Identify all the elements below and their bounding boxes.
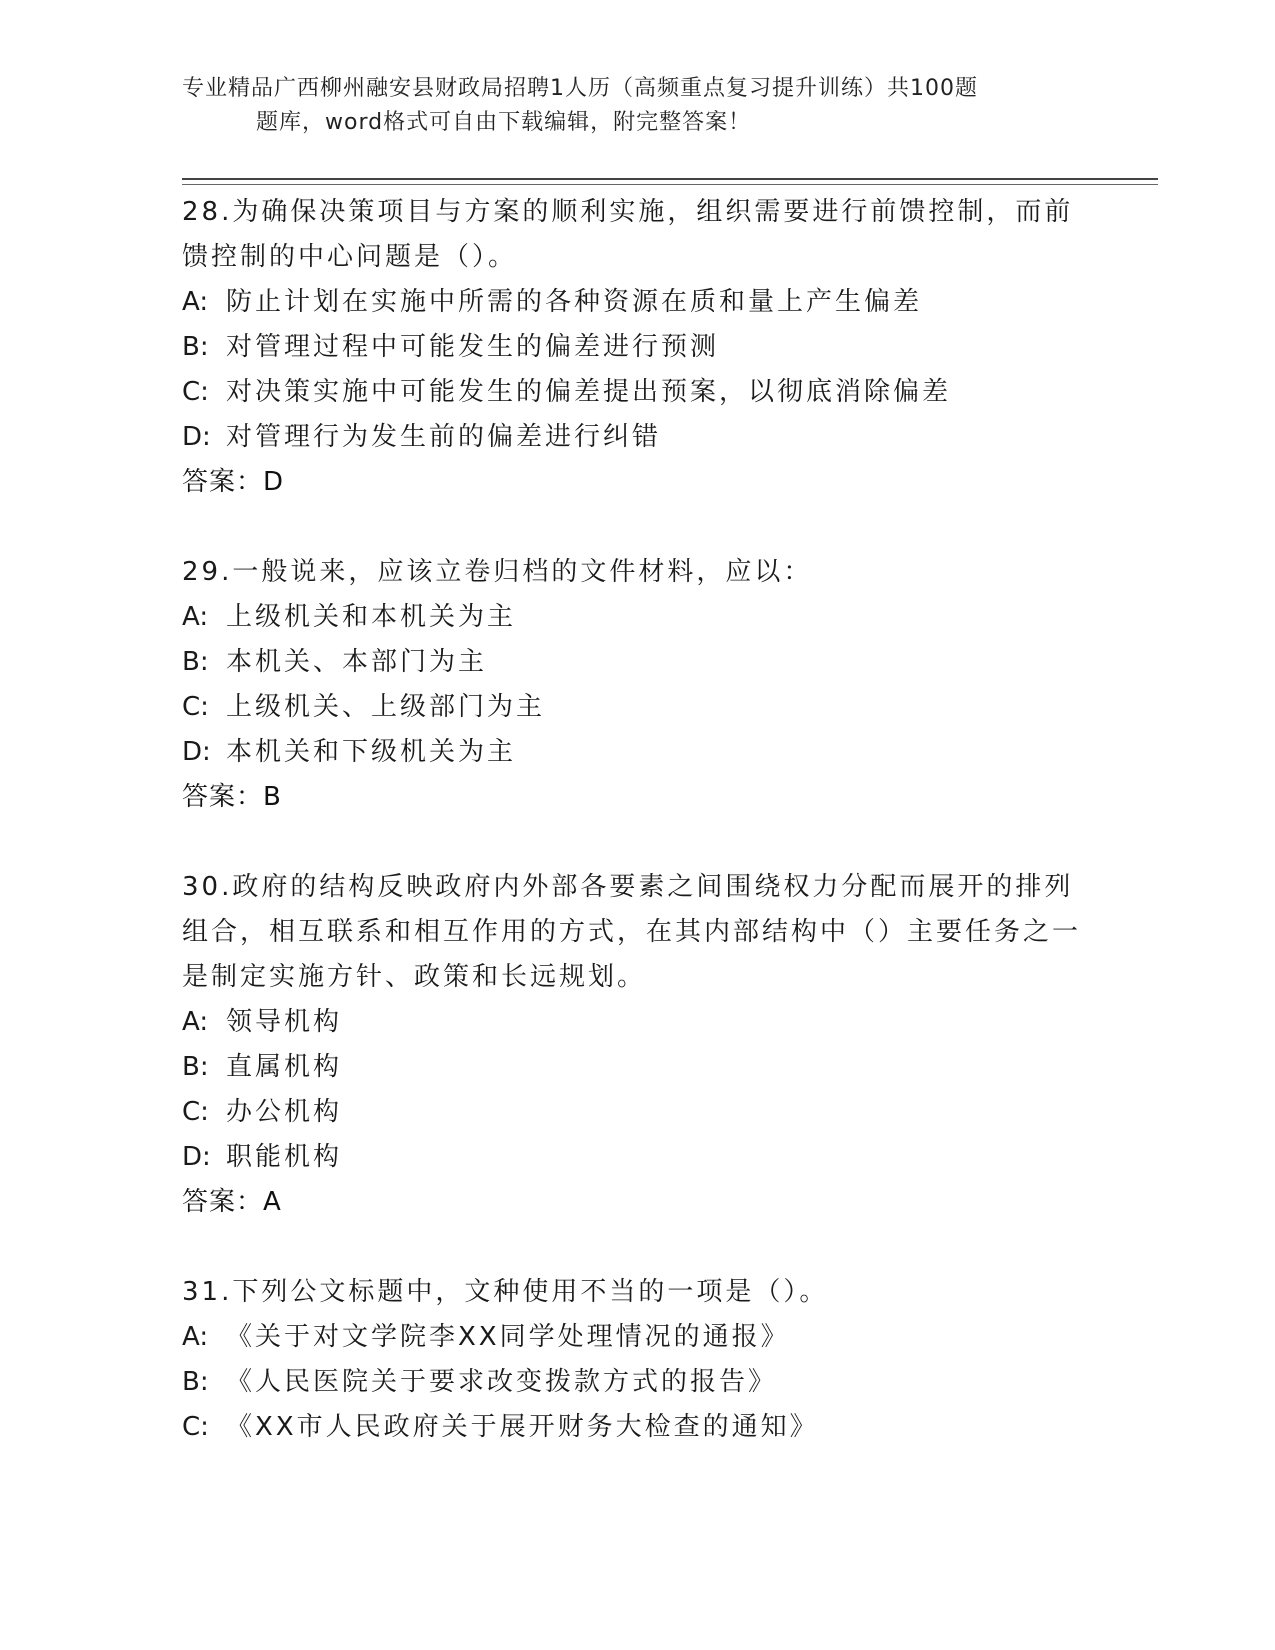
option-text: 上级机关、上级部门为主 [226, 692, 546, 722]
option-text: 《XX市人民政府关于展开财务大检查的通知》 [226, 1412, 819, 1442]
option-text: 对决策实施中可能发生的偏差提出预案，以彻底消除偏差 [226, 377, 952, 407]
page-header [182, 72, 1062, 140]
option-d [182, 1135, 1082, 1180]
option-letter: A: [182, 287, 209, 317]
option-b [182, 1360, 1082, 1405]
option-text: 本机关、本部门为主 [226, 647, 488, 677]
option-text: 对管理行为发生前的偏差进行纠错 [226, 422, 662, 452]
question-text: 30.政府的结构反映政府内外部各要素之间围绕权力分配而展开的排列组合，相互联系和相互作用的方式，在其内部结构中（）主要任务之一是制定实施方针、政策和长远规划。 [182, 872, 1082, 992]
option-letter: C: [182, 377, 209, 407]
option-text: 领导机构 [226, 1007, 343, 1037]
answer-line: 答案：A [182, 1187, 282, 1217]
question-30 [182, 865, 1082, 1225]
option-text: 《关于对文学院李XX同学处理情况的通报》 [226, 1322, 790, 1352]
question-text: 28.为确保决策项目与方案的顺利实施，组织需要进行前馈控制，而前馈控制的中心问题是（）。 [182, 197, 1074, 272]
question-29 [182, 550, 1082, 820]
option-letter: C: [182, 1097, 209, 1127]
option-text: 防止计划在实施中所需的各种资源在质和量上产生偏差 [226, 287, 923, 317]
option-d [182, 730, 1082, 775]
header-title-line-1: 专业精品广西柳州融安县财政局招聘1人历（高频重点复习提升训练）共100题 [182, 76, 978, 101]
option-c [182, 370, 1082, 415]
option-letter: D: [182, 422, 211, 452]
option-c [182, 1405, 1082, 1450]
option-c [182, 1090, 1082, 1135]
option-text: 对管理过程中可能发生的偏差进行预测 [226, 332, 720, 362]
option-text: 办公机构 [226, 1097, 343, 1127]
option-a [182, 1000, 1082, 1045]
option-letter: C: [182, 1412, 209, 1442]
option-text: 上级机关和本机关为主 [226, 602, 517, 632]
option-text: 职能机构 [226, 1142, 343, 1172]
option-text: 本机关和下级机关为主 [226, 737, 517, 767]
option-b [182, 325, 1082, 370]
option-text: 《人民医院关于要求改变拨款方式的报告》 [226, 1367, 778, 1397]
option-letter: A: [182, 602, 209, 632]
option-c [182, 685, 1082, 730]
header-divider-thin [182, 184, 1158, 185]
option-letter: B: [182, 647, 209, 677]
option-d [182, 415, 1082, 460]
header-title-line-2: 题库，word格式可自由下载编辑，附完整答案！ [256, 110, 752, 135]
option-letter: B: [182, 1052, 209, 1082]
option-text: 直属机构 [226, 1052, 343, 1082]
option-letter: B: [182, 332, 209, 362]
question-31 [182, 1270, 1082, 1450]
option-letter: D: [182, 1142, 211, 1172]
option-b [182, 640, 1082, 685]
answer-line: 答案：D [182, 467, 285, 497]
option-letter: D: [182, 737, 211, 767]
header-divider-thick [182, 178, 1158, 180]
option-letter: A: [182, 1007, 209, 1037]
option-letter: A: [182, 1322, 209, 1352]
option-letter: C: [182, 692, 209, 722]
question-28 [182, 190, 1082, 505]
answer-line: 答案：B [182, 782, 282, 812]
option-b [182, 1045, 1082, 1090]
question-text: 29.一般说来，应该立卷归档的文件材料，应以： [182, 557, 813, 587]
question-text: 31.下列公文标题中，文种使用不当的一项是（）。 [182, 1277, 829, 1307]
question-list [182, 190, 1082, 1495]
option-a [182, 280, 1082, 325]
option-a [182, 595, 1082, 640]
option-a [182, 1315, 1082, 1360]
option-letter: B: [182, 1367, 209, 1397]
